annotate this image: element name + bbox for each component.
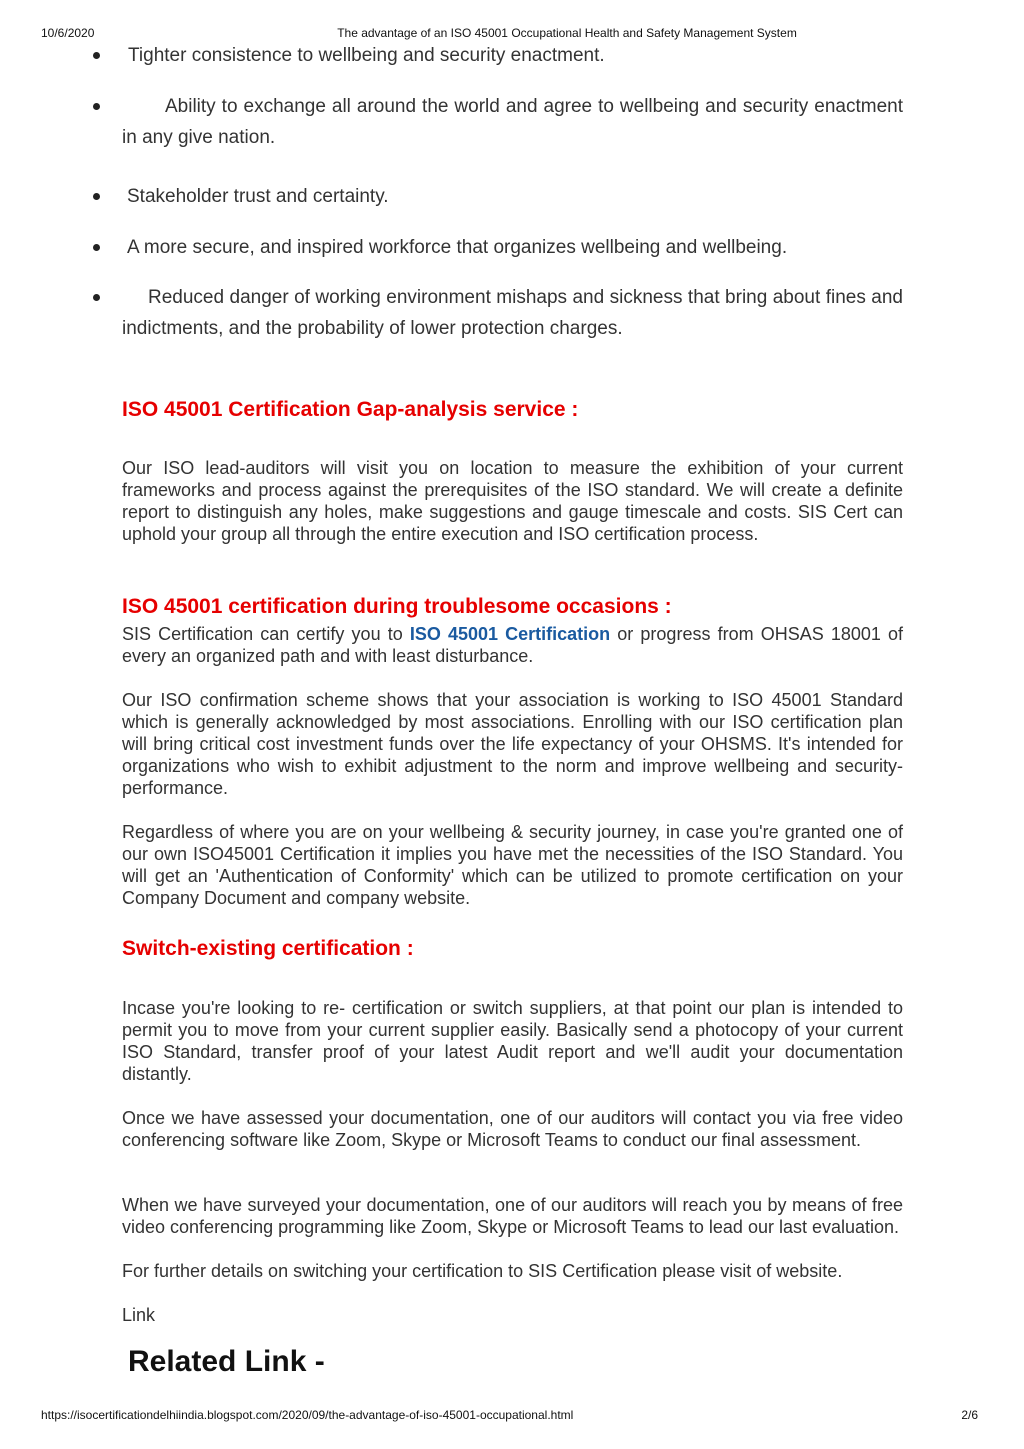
switch-paragraph-3: When we have surveyed your documentation, one of our auditors will reach you by means of free video conferencing programming like Zoom, Skype or Microsoft Teams to lead our last evaluation. xyxy=(122,1195,903,1237)
gap-analysis-paragraph: Our ISO lead-auditors will visit you on location to measure the exhibition of your current frameworks and process against the prerequisites of the ISO standard. We will create a definite report to distinguish any holes, make suggestions and gauge timescale and costs. SIS Cert can uphold your group all through the entire execution and ISO certification process. xyxy=(122,458,903,544)
print-date: 10/6/2020 xyxy=(41,26,95,40)
paragraph-text: SIS Certification can certify you to xyxy=(122,624,410,644)
print-title: The advantage of an ISO 45001 Occupational Health and Safety Management System xyxy=(337,26,797,40)
list-item: Stakeholder trust and certainty. xyxy=(122,181,908,212)
switch-link[interactable]: Link xyxy=(122,1305,156,1325)
troublesome-heading: ISO 45001 certification during troublesome occasions : xyxy=(122,595,672,618)
switch-paragraph-2: Once we have assessed your documentation, one of our auditors will contact you via free video conferencing software like Zoom, Skype or Microsoft Teams to conduct our final assessment. xyxy=(122,1108,903,1150)
troublesome-paragraph-1 xyxy=(122,623,903,667)
list-item: Reduced danger of working environment mishaps and sickness that bring about fines and indictments, and the probability of lower protection charges. xyxy=(122,282,903,344)
page-number: 2/6 xyxy=(961,1408,978,1422)
paragraph-text: or progress from OHSAS 18001 of every an organized path and with least disturbance. xyxy=(122,624,904,666)
troublesome-paragraph-2: Our ISO confirmation scheme shows that your association is working to ISO 45001 Standard which is generally acknowledged by most associations. Enrolling with our ISO certification plan will bring critical cost investment funds over the life expectancy of your OHSMS. It's intended for organizations who wish to exhibit adjustment to the norm and improve wellbeing and security-performance. xyxy=(122,690,903,798)
gap-analysis-heading: ISO 45001 Certification Gap-analysis service : xyxy=(122,398,579,421)
iso-45001-certification-link[interactable]: ISO 45001 Certification xyxy=(409,624,611,644)
list-item: A more secure, and inspired workforce that organizes wellbeing and wellbeing. xyxy=(122,232,908,263)
troublesome-paragraph-3: Regardless of where you are on your wellbeing & security journey, in case you're granted one of our own ISO45001 Certification it implies you have met the necessities of the ISO Standard. You will get an 'Authentication of Conformity' which can be utilized to promote certification on your Company Document and company website. xyxy=(122,822,903,908)
list-item: Ability to exchange all around the world and agree to wellbeing and security enactment in any give nation. xyxy=(122,91,903,153)
switch-paragraph-4: For further details on switching your certification to SIS Certification please visit of website. xyxy=(122,1261,843,1281)
switch-paragraph-1: Incase you're looking to re- certification or switch suppliers, at that point our plan is intended to permit you to move from your current supplier easily. Basically send a photocopy of your current ISO Standard, transfer proof of your latest Audit report and we'll audit your documentation distantly. xyxy=(122,998,903,1084)
related-link-heading: Related Link - xyxy=(128,1345,325,1378)
print-url: https://isocertificationdelhiindia.blogspot.com/2020/09/the-advantage-of-iso-45001-occupational.html xyxy=(41,1408,574,1422)
switch-heading: Switch-existing certification : xyxy=(122,937,414,960)
print-footer xyxy=(0,1408,1024,1424)
list-item: Tighter consistence to wellbeing and security enactment. xyxy=(122,40,909,71)
